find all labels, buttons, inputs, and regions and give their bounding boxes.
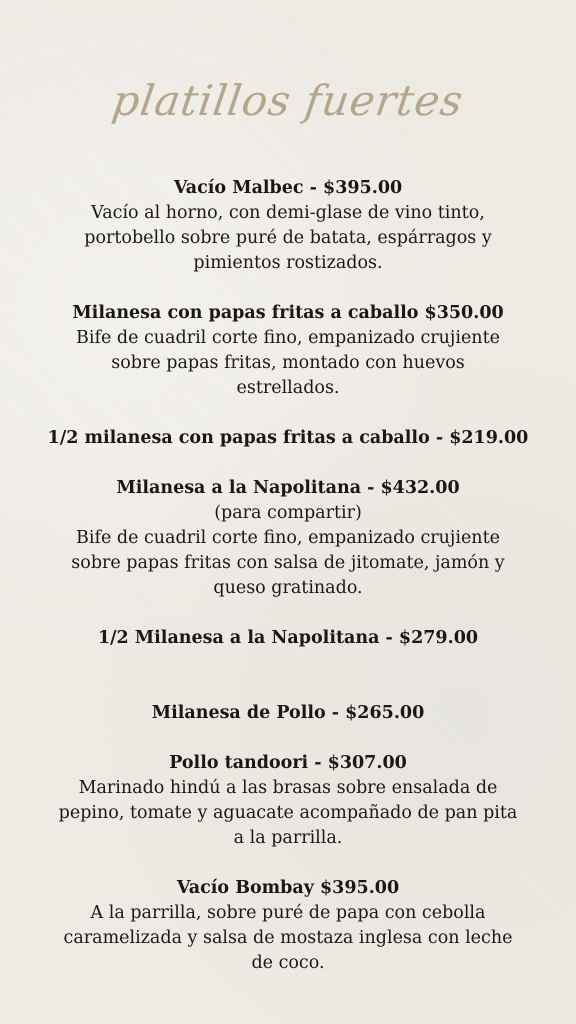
item-description-line: sobre papas fritas con salsa de jitomate, jamón y bbox=[71, 553, 505, 573]
item-description-line: pepino, tomate y aguacate acompañado de pan pita bbox=[58, 803, 518, 823]
item-description-line: Marinado hindú a las brasas sobre ensalada de bbox=[78, 778, 498, 798]
item-description-line: a la parrilla. bbox=[233, 828, 343, 848]
item-description-line: Bife de cuadril corte fino, empanizado crujiente bbox=[76, 328, 500, 348]
page-title: platillos fuertes bbox=[109, 76, 467, 125]
item-name: Milanesa de Pollo - $265.00 bbox=[151, 703, 425, 723]
item-name: Milanesa a la Napolitana - $432.00 bbox=[116, 478, 460, 498]
menu-item-vacio-bombay bbox=[0, 876, 576, 976]
menu-item-vacio-malbec bbox=[0, 176, 576, 276]
item-name: Pollo tandoori - $307.00 bbox=[169, 753, 407, 773]
menu-item-milanesa-caballo bbox=[0, 301, 576, 401]
item-description-line: de coco. bbox=[251, 953, 325, 973]
item-description-line: portobello sobre puré de batata, espárragos y bbox=[84, 228, 492, 248]
item-name: 1/2 Milanesa a la Napolitana - $279.00 bbox=[97, 628, 479, 648]
item-description-line: sobre papas fritas, montado con huevos bbox=[111, 353, 465, 373]
item-description-line: caramelizada y salsa de mostaza inglesa con leche bbox=[63, 928, 513, 948]
item-description-line: estrellados. bbox=[236, 378, 340, 398]
menu-item-half-milanesa-caballo bbox=[0, 426, 576, 451]
item-description-line: Bife de cuadril corte fino, empanizado crujiente bbox=[76, 528, 500, 548]
menu-item-milanesa-napolitana bbox=[0, 476, 576, 601]
item-name: Vacío Bombay $395.00 bbox=[176, 878, 400, 898]
item-name: Milanesa con papas fritas a caballo $350.00 bbox=[72, 303, 504, 323]
item-description-line: pimientos rostizados. bbox=[193, 253, 383, 273]
menu-item-half-milanesa-napolitana bbox=[0, 626, 576, 651]
item-description-line: Vacío al horno, con demi-glase de vino tinto, bbox=[91, 203, 485, 223]
menu-item-milanesa-pollo bbox=[0, 701, 576, 726]
item-name: Vacío Malbec - $395.00 bbox=[173, 178, 403, 198]
item-description-line: queso gratinado. bbox=[213, 578, 363, 598]
menu-list bbox=[0, 176, 576, 976]
item-name: 1/2 milanesa con papas fritas a caballo - $219.00 bbox=[47, 428, 529, 448]
menu-item-pollo-tandoori bbox=[0, 751, 576, 851]
item-description-line: A la parrilla, sobre puré de papa con cebolla bbox=[90, 903, 486, 923]
item-description-line: (para compartir) bbox=[214, 503, 362, 523]
